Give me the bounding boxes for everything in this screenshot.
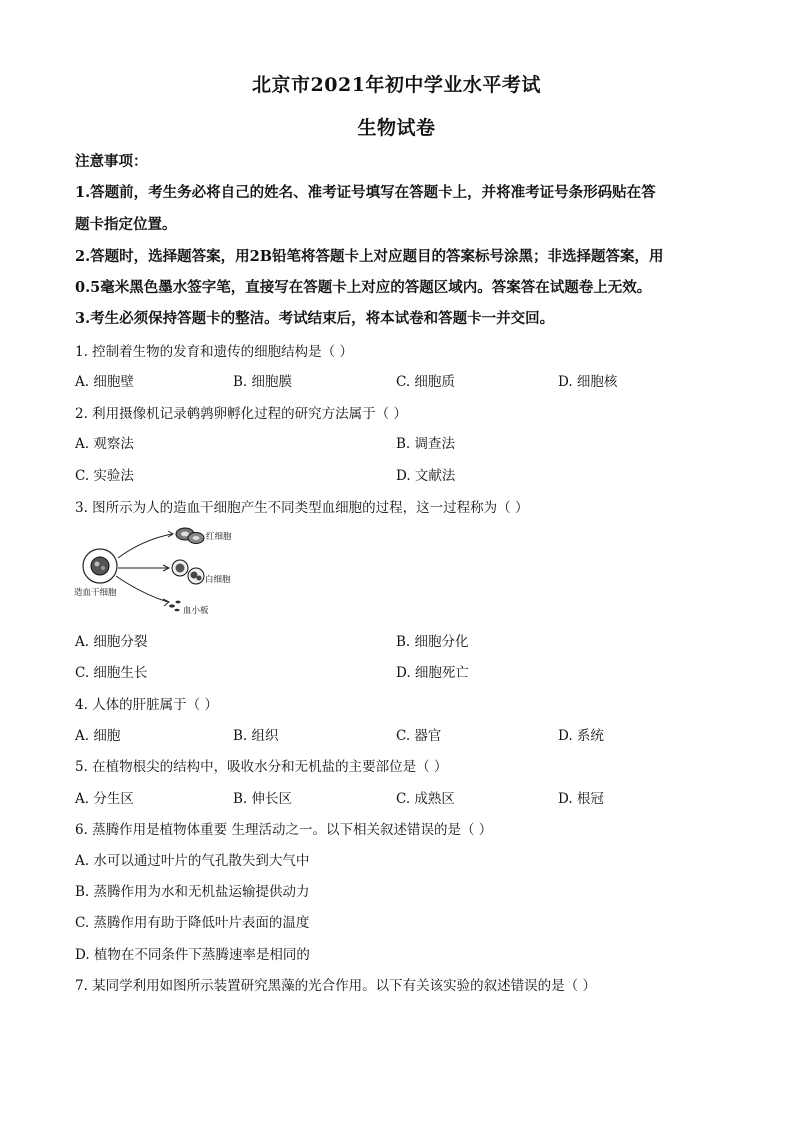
question-3-option-d: D. 细胞死亡 — [396, 665, 469, 681]
question-3-stem: 3. 图所示为人的造血干细胞产生不同类型血细胞的过程，这一过程称为（ ） — [75, 500, 529, 516]
question-2-option-d: D. 文献法 — [396, 468, 456, 484]
question-5-option-c: C. 成熟区 — [396, 791, 455, 807]
question-2-option-b: B. 调查法 — [396, 436, 456, 452]
notice-line-5: 3.考生必须保持答题卡的整洁。考试结束后，将本试卷和答题卡一并交回。 — [75, 310, 555, 327]
stem-cell-drawing — [83, 549, 117, 583]
page-title: 北京市2021年初中学业水平考试 — [252, 74, 541, 96]
question-3-option-c: C. 细胞生长 — [75, 665, 148, 681]
question-5-option-b: B. 伸长区 — [233, 791, 293, 807]
arrows — [116, 531, 173, 606]
question-1-option-c: C. 细胞质 — [396, 374, 455, 390]
page-subtitle: 生物试卷 — [357, 117, 436, 139]
question-3-option-b: B. 细胞分化 — [396, 634, 469, 650]
question-6-stem: 6. 蒸腾作用是植物体重要 生理活动之一。以下相关叙述错误的是（ ） — [75, 822, 493, 838]
notice-line-1: 1.答题前，考生务必将自己的姓名、准考证号填写在答题卡上，并将准考证号条形码贴在答 — [75, 184, 656, 201]
question-4-option-c: C. 器官 — [396, 728, 442, 744]
question-5-option-a: A. 分生区 — [75, 791, 134, 807]
question-4-stem: 4. 人体的肝脏属于（ ） — [75, 697, 218, 713]
notice-line-4: 0.5毫米黑色墨水签字笔，直接写在答题卡上对应的答题区域内。答案答在试题卷上无效。 — [75, 279, 652, 296]
question-2-stem: 2. 利用摄像机记录鹌鹑卵孵化过程的研究方法属于（ ） — [75, 406, 407, 422]
notice-heading: 注意事项： — [75, 153, 148, 170]
question-6-option-d: D. 植物在不同条件下蒸腾速率是相同的 — [75, 947, 310, 963]
question-1-option-d: D. 细胞核 — [558, 374, 618, 390]
question-2-option-a: A. 观察法 — [75, 436, 134, 452]
platelet-drawing — [169, 601, 181, 612]
question-3-option-a: A. 细胞分裂 — [75, 634, 148, 650]
question-5-option-d: D. 根冠 — [558, 791, 604, 807]
question-6-option-b: B. 蒸腾作用为水和无机盐运输提供动力 — [75, 884, 310, 900]
figure-label-red: 红细胞 — [206, 532, 232, 542]
notice-line-2: 题卡指定位置。 — [75, 216, 177, 233]
white-blood-cell-drawing — [172, 560, 204, 584]
question-4-option-d: D. 系统 — [558, 728, 604, 744]
question-4-option-a: A. 细胞 — [75, 728, 121, 744]
question-6-option-a: A. 水可以通过叶片的气孔散失到大气中 — [75, 853, 310, 869]
question-2-option-c: C. 实验法 — [75, 468, 134, 484]
figure-label-stem-cell: 造血干细胞 — [74, 588, 117, 598]
question-1-option-a: A. 细胞壁 — [75, 374, 134, 390]
question-5-stem: 5. 在植物根尖的结构中，吸收水分和无机盐的主要部位是（ ） — [75, 759, 448, 775]
red-blood-cell-drawing — [176, 528, 204, 544]
notice-line-3: 2.答题时，选择题答案，用2B铅笔将答题卡上对应题目的答案标号涂黑；非选择题答案，用 — [75, 248, 664, 265]
figure-label-white: 白细胞 — [205, 575, 231, 585]
blood-cell-differentiation-figure — [72, 522, 247, 618]
question-1-stem: 1. 控制着生物的发育和遗传的细胞结构是（ ） — [75, 344, 353, 360]
figure-label-platelet: 血小板 — [183, 606, 209, 616]
question-1-option-b: B. 细胞膜 — [233, 374, 293, 390]
question-7-stem: 7. 某同学利用如图所示装置研究黑藻的光合作用。以下有关该实验的叙述错误的是（ ） — [75, 978, 596, 994]
question-4-option-b: B. 组织 — [233, 728, 279, 744]
question-6-option-c: C. 蒸腾作用有助于降低叶片表面的温度 — [75, 915, 310, 931]
